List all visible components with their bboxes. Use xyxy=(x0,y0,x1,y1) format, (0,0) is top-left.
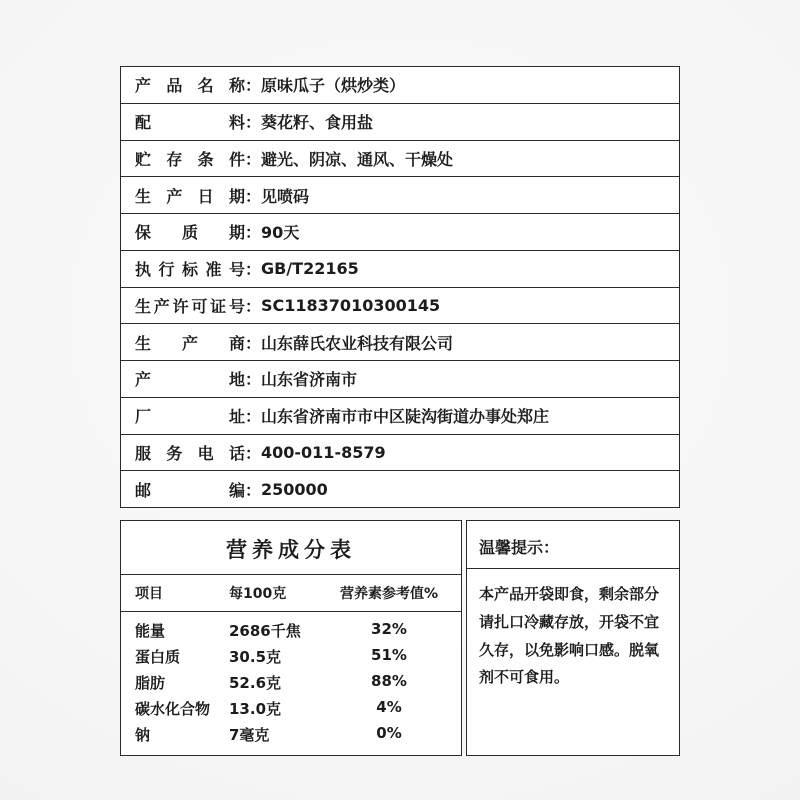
table-row-storage xyxy=(121,141,679,178)
row-colon: ： xyxy=(244,113,261,133)
nutrition-body xyxy=(121,612,461,755)
nutrition-header-row xyxy=(121,575,461,612)
row-colon: ： xyxy=(244,149,261,169)
row-colon: ： xyxy=(244,407,261,427)
nutrition-header-item: 项目 xyxy=(135,586,163,602)
row-label-cell xyxy=(121,257,261,280)
nutrition-item: 碳水化合物 xyxy=(135,699,211,718)
row-value: GB/T22165 xyxy=(261,259,359,279)
row-label: 执行标准号 xyxy=(135,260,245,280)
table-row-shelf-life xyxy=(121,214,679,251)
row-colon: ： xyxy=(244,223,261,243)
table-row-product-name xyxy=(121,67,679,104)
nutrition-row-carbohydrate xyxy=(135,698,455,719)
row-value: 山东省济南市市中区陡沟街道办事处郑庄 xyxy=(261,407,550,427)
row-value: 避光、阴凉、通风、干燥处 xyxy=(261,149,454,169)
row-colon: ： xyxy=(244,333,261,353)
table-row-factory-address xyxy=(121,398,679,435)
nutrition-header-nrv: 营养素参考值% xyxy=(339,586,439,602)
row-value: 90天 xyxy=(261,223,300,243)
row-label-cell xyxy=(121,73,261,96)
nutrition-item: 蛋白质 xyxy=(135,648,181,667)
row-label: 保质期 xyxy=(135,223,245,243)
table-row-manufacturer xyxy=(121,324,679,361)
row-label-cell xyxy=(121,441,261,464)
nutrition-row-energy xyxy=(135,620,455,641)
row-label-cell xyxy=(121,110,261,133)
row-label-cell xyxy=(121,220,261,243)
row-colon: ： xyxy=(244,443,261,463)
nutrition-item: 脂肪 xyxy=(135,673,166,692)
nutrition-nrv: 51% xyxy=(371,646,407,665)
nutrition-item: 能量 xyxy=(135,622,166,641)
row-colon: ： xyxy=(244,260,261,280)
nutrition-value: 30.5克 xyxy=(229,648,282,667)
row-colon: ： xyxy=(244,296,261,316)
row-label: 生产日期 xyxy=(135,186,245,206)
row-colon: ： xyxy=(244,370,261,390)
nutrition-row-fat xyxy=(135,672,455,693)
tips-title: 温馨提示： xyxy=(467,521,679,569)
nutrition-item: 钠 xyxy=(135,725,151,744)
row-label: 服务电话 xyxy=(135,443,245,463)
row-colon: ： xyxy=(244,186,261,206)
row-colon: ： xyxy=(244,480,261,500)
tips-box xyxy=(466,520,680,756)
row-colon: ： xyxy=(244,76,261,96)
nutrition-value: 52.6克 xyxy=(229,673,282,692)
row-label-cell xyxy=(121,404,261,427)
tips-body: 本产品开袋即食，剩余部分请扎口冷藏存放，开袋不宜久存，以免影响口感。脱氧剂不可食用。 xyxy=(479,585,660,687)
row-label-cell xyxy=(121,184,261,207)
row-value: SC11837010300145 xyxy=(261,295,441,315)
row-value: 400-011-8579 xyxy=(261,442,386,462)
nutrition-nrv: 32% xyxy=(371,620,407,639)
table-row-origin xyxy=(121,361,679,398)
nutrition-value: 7毫克 xyxy=(229,725,270,744)
row-label-cell xyxy=(121,367,261,390)
row-label-cell xyxy=(121,478,261,501)
row-value: 山东薛氏农业科技有限公司 xyxy=(261,333,454,353)
nutrition-value: 2686千焦 xyxy=(229,622,301,641)
row-label: 产品名称 xyxy=(135,76,245,96)
row-label-cell xyxy=(121,147,261,170)
table-row-postal-code xyxy=(121,471,679,507)
row-label: 产地 xyxy=(135,370,245,390)
row-label-cell xyxy=(121,294,261,317)
row-value: 原味瓜子（烘炒类） xyxy=(261,76,406,96)
nutrition-header-per100g: 每100克 xyxy=(229,586,287,602)
nutrition-value: 13.0克 xyxy=(229,699,282,718)
table-row-service-phone xyxy=(121,435,679,472)
nutrition-table xyxy=(120,520,462,756)
table-row-production-date xyxy=(121,177,679,214)
nutrition-title: 营养成分表 xyxy=(121,521,461,575)
row-value: 葵花籽、食用盐 xyxy=(261,113,374,133)
product-info-table xyxy=(120,66,680,508)
nutrition-nrv: 4% xyxy=(376,697,402,716)
nutrition-row-sodium xyxy=(135,724,455,745)
row-label: 生产许可证号 xyxy=(135,296,245,316)
nutrition-nrv: 0% xyxy=(376,723,402,742)
nutrition-row-protein xyxy=(135,646,455,667)
row-label: 邮编 xyxy=(135,480,245,500)
row-label: 配料 xyxy=(135,113,245,133)
row-value: 250000 xyxy=(261,479,328,499)
row-value: 见喷码 xyxy=(261,186,310,206)
nutrition-nrv: 88% xyxy=(371,671,407,690)
table-row-license-no xyxy=(121,288,679,325)
row-label: 生产商 xyxy=(135,333,245,353)
row-label: 厂址 xyxy=(135,407,245,427)
row-value: 山东省济南市 xyxy=(261,370,358,390)
row-label: 贮存条件 xyxy=(135,149,245,169)
table-row-ingredients xyxy=(121,104,679,141)
table-row-standard-no xyxy=(121,251,679,288)
row-label-cell xyxy=(121,331,261,354)
